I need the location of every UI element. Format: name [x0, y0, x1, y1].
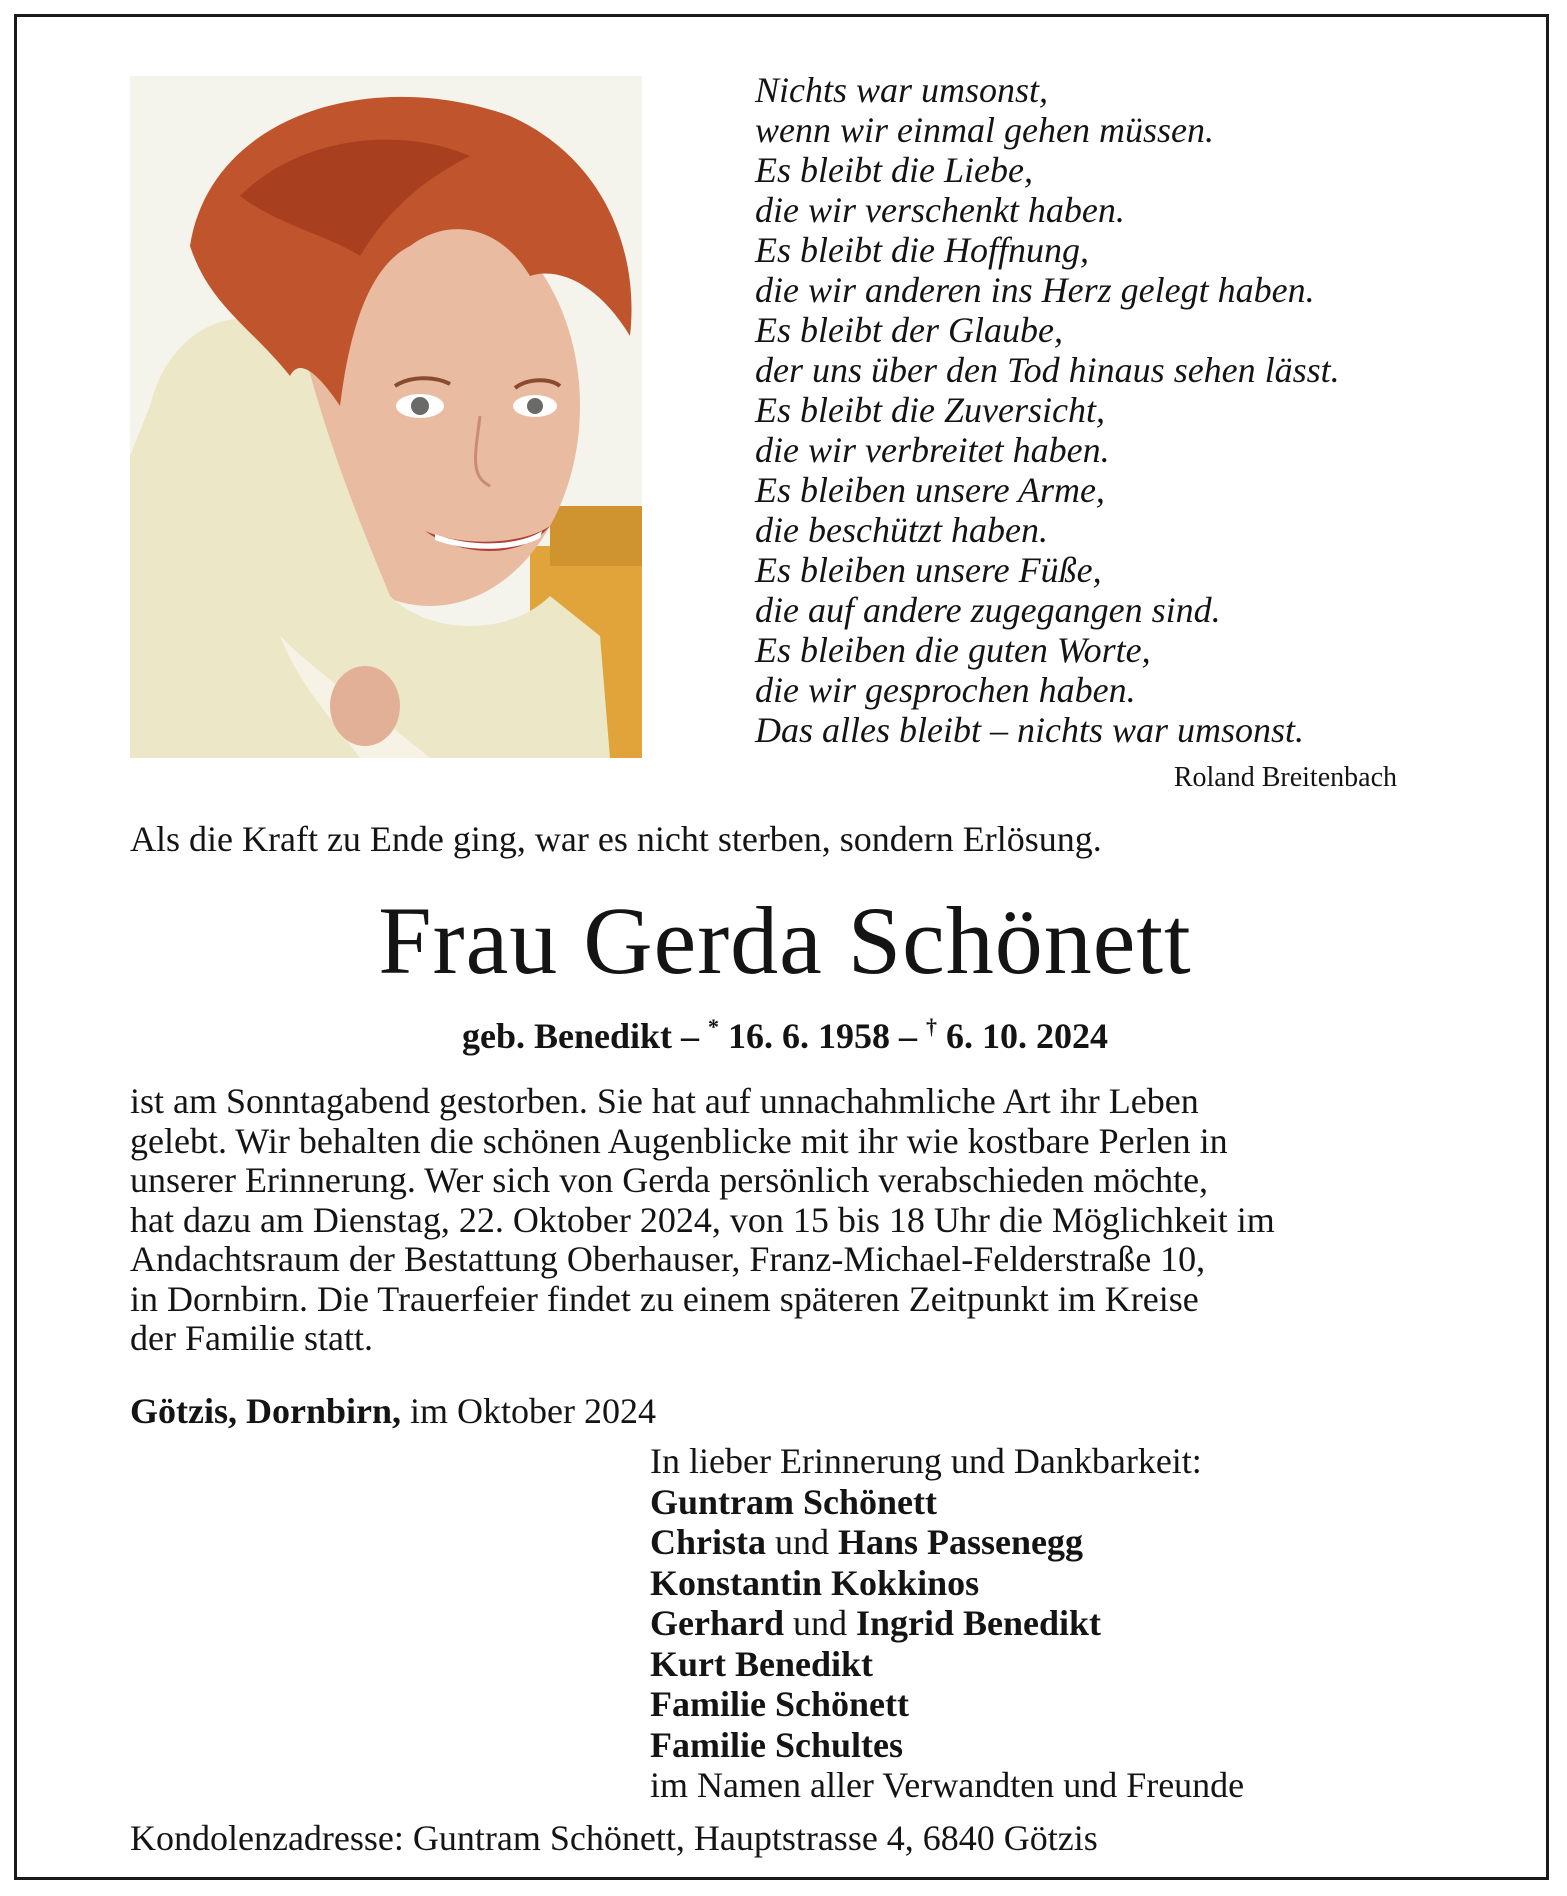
- signer-name-a: Kurt Benedikt: [650, 1643, 874, 1684]
- condolence-address: Kondolenzadresse: Guntram Schönett, Hauptstrasse 4, 6840 Götzis: [130, 1818, 1098, 1858]
- poem: [755, 70, 1515, 750]
- poem-line: Es bleiben die guten Worte,: [755, 630, 1151, 670]
- poem-line: Es bleiben unsere Arme,: [755, 470, 1105, 510]
- signer-name: [650, 1522, 1470, 1563]
- signers-outro: im Namen aller Verwandten und Freunde: [650, 1765, 1245, 1805]
- birth-symbol: *: [708, 1014, 720, 1039]
- signer-name: [650, 1725, 1470, 1766]
- signer-name-a: Christa: [650, 1522, 766, 1562]
- signer-name: [650, 1603, 1470, 1644]
- poem-line: die wir verschenkt haben.: [755, 190, 1125, 230]
- signer-and: und: [792, 1603, 847, 1643]
- poem-line: Es bleibt die Hoffnung,: [755, 230, 1089, 270]
- signer-name: [650, 1482, 1470, 1523]
- signers-intro: In lieber Erinnerung und Dankbarkeit:: [650, 1441, 1202, 1481]
- poem-line: die wir anderen ins Herz gelegt haben.: [755, 270, 1315, 310]
- poem-line: Es bleibt die Zuversicht,: [755, 390, 1105, 430]
- signer-name-a: Konstantin Kokkinos: [650, 1562, 980, 1603]
- place-date: [130, 1390, 1030, 1432]
- poem-line: wenn wir einmal gehen müssen.: [755, 110, 1214, 150]
- announcement-line: hat dazu am Dienstag, 22. Oktober 2024, von 15 bis 18 Uhr die Möglichkeit im: [130, 1199, 1275, 1240]
- signers: [650, 1441, 1470, 1806]
- place-date-text: im Oktober 2024: [410, 1391, 656, 1431]
- poem-line: die beschützt haben.: [755, 510, 1048, 550]
- signer-and: und: [775, 1522, 829, 1562]
- signer-name-a: Gerhard: [650, 1603, 784, 1643]
- death-date: 6. 10. 2024: [946, 1016, 1109, 1056]
- announcement-line: gelebt. Wir behalten die schönen Augenblicke mit ihr wie kostbare Perlen in: [130, 1120, 1228, 1161]
- announcement-line: der Familie statt.: [130, 1318, 373, 1358]
- poem-author: Roland Breitenbach: [1173, 762, 1397, 793]
- motto: Als die Kraft zu Ende ging, war es nicht sterben, sondern Erlösung.: [130, 819, 1102, 859]
- birth-name: geb. Benedikt: [461, 1016, 673, 1056]
- signer-name-b: Hans Passenegg: [838, 1522, 1084, 1562]
- poem-line: Nichts war umsonst,: [755, 70, 1049, 110]
- portrait-photo: [130, 76, 642, 758]
- poem-line: die wir gesprochen haben.: [755, 670, 1136, 710]
- deceased-name: Frau Gerda Schönett: [378, 887, 1192, 994]
- announcement-text: [130, 1082, 1440, 1359]
- poem-line: der uns über den Tod hinaus sehen lässt.: [755, 350, 1340, 390]
- signer-name: [650, 1644, 1470, 1685]
- death-symbol: †: [926, 1014, 938, 1039]
- place-towns: Götzis, Dornbirn,: [130, 1391, 402, 1431]
- signer-name-a: Familie Schönett: [650, 1684, 909, 1724]
- announcement-line: ist am Sonntagabend gestorben. Sie hat auf unnachahmliche Art ihr Leben: [130, 1081, 1199, 1121]
- signer-name-a: Guntram Schönett: [650, 1481, 937, 1522]
- announcement-line: Andachtsraum der Bestattung Oberhauser, Franz-Michael-Felderstraße 10,: [130, 1239, 1206, 1279]
- portrait-illustration: [130, 76, 642, 758]
- signer-name-b: Ingrid Benedikt: [855, 1603, 1102, 1643]
- poem-line: die wir verbreitet haben.: [755, 430, 1110, 470]
- signer-name: [650, 1563, 1470, 1604]
- poem-line: Das alles bleibt – nichts war umsonst.: [755, 710, 1305, 750]
- signer-name-a: Familie Schultes: [650, 1724, 903, 1765]
- signer-name: [650, 1684, 1470, 1725]
- poem-line: die auf andere zugegangen sind.: [755, 590, 1221, 630]
- poem-line: Es bleibt der Glaube,: [755, 310, 1063, 350]
- life-dates: geb. Benedikt – * 16. 6. 1958 – † 6. 10. 2024: [461, 1014, 1109, 1056]
- announcement-line: unserer Erinnerung. Wer sich von Gerda persönlich verabschieden möchte,: [130, 1160, 1209, 1200]
- announcement-line: in Dornbirn. Die Trauerfeier findet zu einem späteren Zeitpunkt im Kreise: [130, 1278, 1199, 1319]
- poem-line: Es bleibt die Liebe,: [755, 150, 1033, 190]
- birth-date: 16. 6. 1958: [728, 1016, 891, 1056]
- poem-line: Es bleiben unsere Füße,: [755, 550, 1102, 590]
